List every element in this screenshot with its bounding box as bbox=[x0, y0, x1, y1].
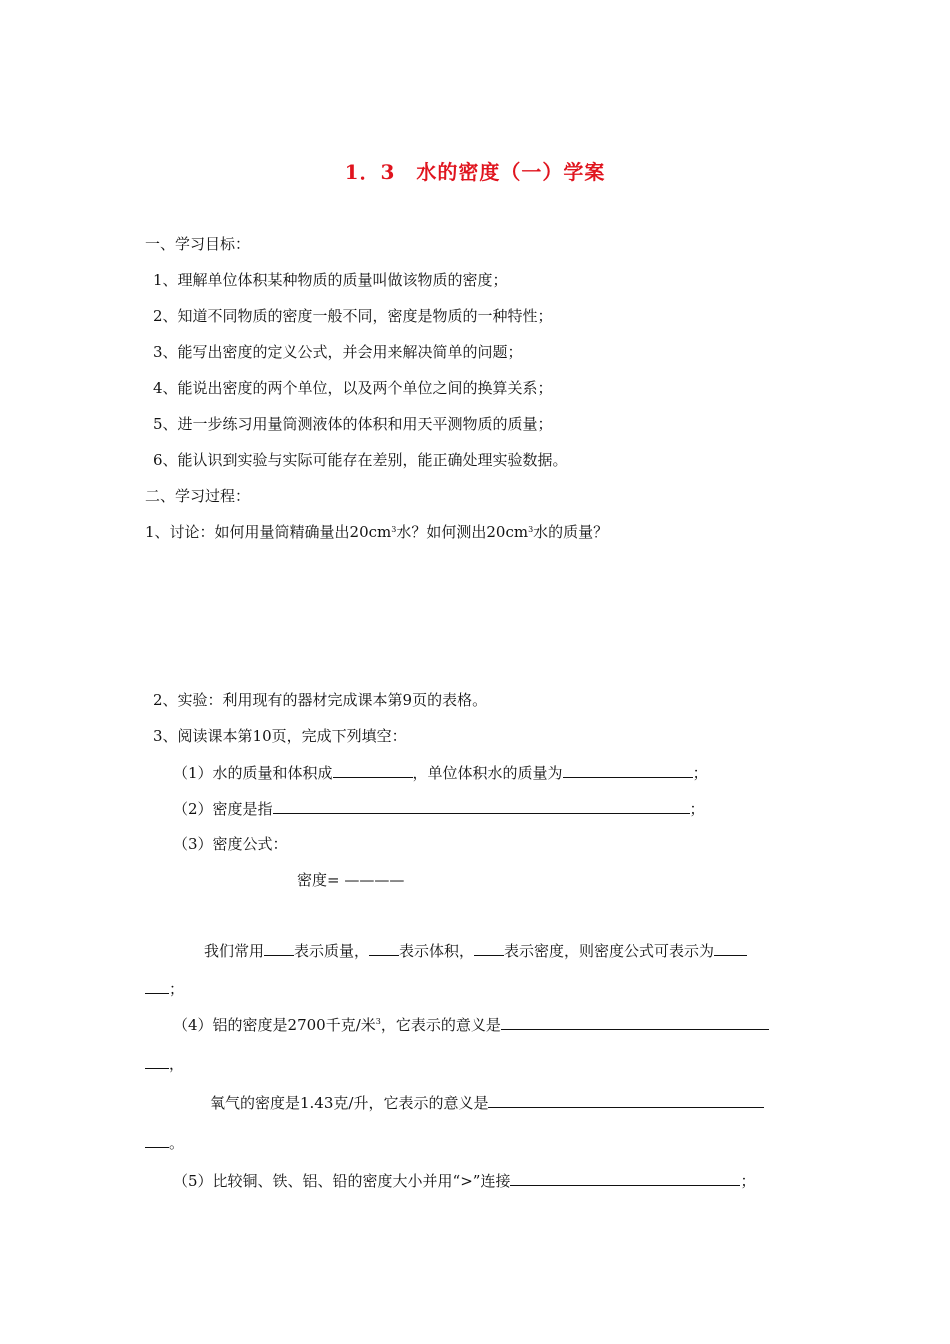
blank-field[interactable] bbox=[714, 940, 747, 956]
page-title: 1．3 水的密度（一）学案 bbox=[344, 160, 606, 184]
blank-field[interactable] bbox=[488, 1092, 764, 1108]
section2-heading: 二、学习过程： bbox=[145, 487, 251, 505]
section1-heading: 一、学习目标： bbox=[145, 235, 251, 253]
fill-in-2: （2）密度是指 ； bbox=[173, 800, 705, 818]
symbols-line-cont: ； bbox=[145, 978, 184, 999]
blank-field[interactable] bbox=[501, 1014, 769, 1030]
blank-field[interactable] bbox=[474, 940, 504, 956]
blank-field[interactable] bbox=[145, 1132, 169, 1148]
fill-in-4: （4）铝的密度是2700千克/米$^3$，它表示的意义是 bbox=[173, 1014, 769, 1035]
fill-in-4-cont: ， bbox=[145, 1053, 184, 1074]
objective-1: 1、理解单位体积某种物质的质量叫做该物质的密度； bbox=[153, 271, 508, 289]
objective-5: 5、进一步练习用量筒测液体的体积和用天平测物质的质量； bbox=[153, 415, 553, 433]
fill-in-3: （3）密度公式： bbox=[173, 835, 288, 853]
blank-field[interactable] bbox=[145, 1053, 169, 1069]
objective-3: 3、能写出密度的定义公式，并会用来解决简单的问题； bbox=[153, 343, 523, 361]
fill-in-1: （1）水的质量和体积成 ，单位体积水的质量为 ； bbox=[173, 764, 708, 782]
blank-field[interactable] bbox=[145, 978, 169, 994]
oxygen-line-cont: 。 bbox=[145, 1132, 184, 1153]
blank-field[interactable] bbox=[273, 798, 690, 814]
blank-field[interactable] bbox=[563, 762, 693, 778]
question-1: 1、讨论：如何用量筒精确量出$20cm^3$水？如何测出$20cm^3$水的质量？ bbox=[145, 523, 609, 541]
oxygen-line: 氧气的密度是1.43克/升，它表示的意义是 bbox=[210, 1092, 764, 1113]
question-2: 2、实验：利用现有的器材完成课本第9页的表格。 bbox=[153, 691, 488, 709]
fill-in-5: （5）比较铜、铁、铝、铅的密度大小并用“>”连接 ； bbox=[173, 1172, 756, 1190]
blank-field[interactable] bbox=[264, 940, 294, 956]
blank-field[interactable] bbox=[333, 762, 413, 778]
blank-field[interactable] bbox=[369, 940, 399, 956]
density-formula: 密度= ———— bbox=[297, 871, 405, 889]
symbols-line: 我们常用 表示质量， 表示体积， 表示密度，则密度公式可表示为 bbox=[204, 940, 747, 961]
blank-field[interactable] bbox=[510, 1170, 740, 1186]
question-3: 3、阅读课本第10页，完成下列填空： bbox=[153, 727, 407, 745]
objective-6: 6、能认识到实验与实际可能存在差别，能正确处理实验数据。 bbox=[153, 451, 568, 469]
objective-2: 2、知道不同物质的密度一般不同，密度是物质的一种特性； bbox=[153, 307, 553, 325]
objective-4: 4、能说出密度的两个单位，以及两个单位之间的换算关系； bbox=[153, 379, 553, 397]
